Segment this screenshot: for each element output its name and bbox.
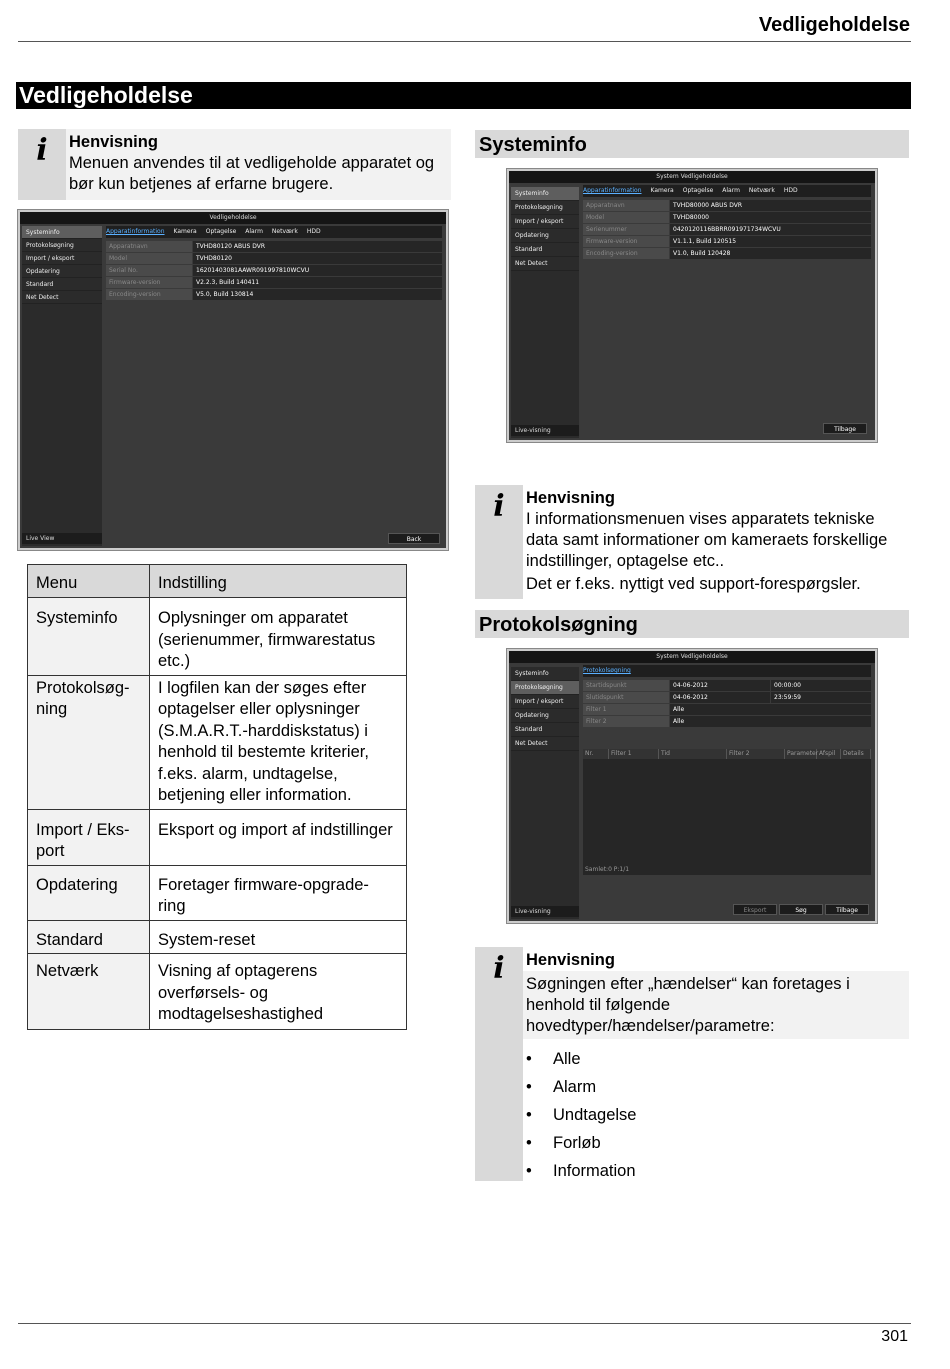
tab-network[interactable]: Netværk: [748, 187, 775, 194]
tab-bar: [583, 665, 871, 677]
sidebar-item-import[interactable]: Import / eksport: [511, 215, 579, 229]
info-row: [106, 253, 442, 264]
page-number: 301: [881, 1328, 908, 1345]
result-count: Samlet:0 P:1/1: [585, 866, 630, 873]
search-row: [583, 716, 871, 727]
column-header: Filter 2: [727, 749, 785, 759]
info-key: Firmware-version: [583, 236, 669, 247]
info-value: V1.1.1, Build 120515: [670, 236, 871, 247]
list-item: • Information: [526, 1157, 905, 1185]
menu-settings-table: [27, 564, 407, 1030]
header-rule: [18, 41, 911, 42]
dvr-screenshot-systeminfo-en: [18, 210, 448, 550]
list-item: • Undtagelse: [526, 1101, 905, 1129]
info-key: Encoding-version: [106, 289, 192, 300]
info-row: [106, 265, 442, 276]
end-date-field[interactable]: 04-06-2012: [670, 692, 770, 703]
sidebar-item-standard[interactable]: Standard: [511, 243, 579, 257]
tab-hdd[interactable]: HDD: [783, 187, 798, 194]
tab-recording[interactable]: Optagelse: [205, 228, 237, 235]
info-value: TVHD80120 ABUS DVR: [193, 241, 442, 252]
info-key: Apparatnavn: [583, 200, 669, 211]
info-row: [583, 212, 871, 223]
sidebar-item-standard[interactable]: Standard: [22, 278, 102, 291]
info-value: TVHD80120: [193, 253, 442, 264]
note-text: Menuen anvendes til at vedligeholde apparatet og bør kun betjenes af erfarne brugere.: [69, 154, 435, 193]
subheading-systeminfo: Systeminfo: [475, 130, 909, 158]
note-title: Henvisning: [526, 489, 615, 507]
info-key: Serial No.: [106, 265, 192, 276]
sidebar-item-netdetect[interactable]: Net Detect: [511, 737, 579, 751]
info-value: V1.0, Build 120428: [670, 248, 871, 259]
sidebar-item-import[interactable]: Import / eksport: [22, 252, 102, 265]
live-view-button[interactable]: Live View: [22, 533, 102, 544]
window-title: System Vedligeholdelse: [509, 651, 875, 663]
tab-camera[interactable]: Kamera: [173, 228, 197, 235]
info-value: V5.0, Build 130814: [193, 289, 442, 300]
note-text: Søgningen efter „hændelser“ kan foretages i henhold til følgende hovedtyper/hændelser/parametre:: [523, 971, 909, 1039]
info-row: [583, 200, 871, 211]
export-button[interactable]: Eksport: [733, 904, 777, 915]
column-header: Details: [841, 749, 871, 759]
note-box: [475, 947, 909, 1181]
tab-device-info[interactable]: Apparatinformation: [583, 187, 642, 194]
search-row: [583, 680, 871, 691]
table-row: [28, 598, 407, 676]
window-title: Vedligeholdelse: [20, 212, 446, 224]
column-header: Afspil: [817, 749, 841, 759]
tab-recording[interactable]: Optagelse: [682, 187, 714, 194]
subheading-protokol: Protokolsøgning: [475, 610, 909, 638]
list-item: • Alle: [526, 1045, 905, 1073]
log-list-header: [583, 749, 871, 759]
table-cell-setting: I logfilen kan der søges efter optagelser eller oplysninger (S.M.A.R.T.-harddiskstatus) i henhold til bestemte kriterier, f.eks. alarm, undtagelse, betjening eller information.: [150, 675, 407, 809]
main-panel: [583, 665, 871, 917]
table-row: [28, 675, 407, 809]
table-cell-menu: Netværk: [28, 954, 150, 1030]
tab-camera[interactable]: Kamera: [650, 187, 674, 194]
info-row: [583, 236, 871, 247]
tab-hdd[interactable]: HDD: [306, 228, 321, 235]
main-panel: [583, 185, 871, 436]
tab-network[interactable]: Netværk: [271, 228, 298, 235]
dvr-screenshot-protokol: [507, 649, 877, 923]
table-cell-menu: Import / Eks- port: [28, 809, 150, 865]
column-header: Filter 1: [609, 749, 659, 759]
note-title: Henvisning: [526, 951, 615, 969]
tab-device-info[interactable]: Apparatinformation: [106, 228, 165, 235]
table-cell-menu: Standard: [28, 920, 150, 954]
info-row: [583, 248, 871, 259]
field-label: Filter 2: [583, 716, 669, 727]
table-row: [28, 809, 407, 865]
search-row: [583, 704, 871, 715]
table-cell-menu: Protokolsøg- ning: [28, 675, 150, 809]
sidebar: [511, 187, 579, 438]
event-type-list: [526, 1045, 905, 1185]
table-cell-setting: Foretager firmware-opgrade- ring: [150, 865, 407, 920]
dvr-screenshot-systeminfo: [507, 169, 877, 442]
column-header: Tid: [659, 749, 727, 759]
note-box: [18, 129, 451, 200]
info-row: [583, 224, 871, 235]
table-cell-setting: System-reset: [150, 920, 407, 954]
table-cell-menu: Systeminfo: [28, 598, 150, 676]
sidebar: [511, 667, 579, 919]
field-label: Slutidspunkt: [583, 692, 669, 703]
back-button[interactable]: Tilbage: [823, 423, 867, 434]
sidebar-item-systeminfo[interactable]: Systeminfo: [511, 667, 579, 681]
filter2-select[interactable]: Alle: [670, 716, 871, 727]
info-icon: i: [18, 129, 66, 200]
info-icon: i: [475, 947, 523, 1181]
column-header: Parameter: [787, 750, 819, 757]
table-header-row: [28, 565, 407, 598]
table-cell-menu: Opdatering: [28, 865, 150, 920]
running-head: Vedligeholdelse: [758, 14, 910, 36]
info-key: Model: [583, 212, 669, 223]
info-key: Encoding-version: [583, 248, 669, 259]
column-header: Nr.: [583, 749, 609, 759]
footer-rule: [18, 1323, 911, 1324]
sidebar-item-update[interactable]: Opdatering: [22, 265, 102, 278]
tab-log-search[interactable]: Protokolsøgning: [583, 667, 631, 674]
live-view-button[interactable]: Live-visning: [511, 906, 579, 917]
info-row: [106, 289, 442, 300]
tab-bar: [106, 226, 442, 238]
field-label: Filter 1: [583, 704, 669, 715]
table-row: [28, 954, 407, 1030]
list-item: • Alarm: [526, 1073, 905, 1101]
start-date-field[interactable]: 04-06-2012: [670, 680, 770, 691]
sidebar: [22, 226, 102, 546]
table-header-menu: Menu: [28, 565, 150, 598]
sidebar-item-protokol[interactable]: Protokolsøgning: [22, 239, 102, 252]
table-cell-setting: Eksport og import af indstillinger: [150, 809, 407, 865]
main-panel: [106, 226, 442, 544]
info-row: [106, 277, 442, 288]
back-button[interactable]: Back: [388, 533, 440, 544]
table-row: [28, 865, 407, 920]
list-item: • Forløb: [526, 1129, 905, 1157]
search-row: [583, 692, 871, 703]
info-key: Apparatnavn: [106, 241, 192, 252]
info-key: Serienummer: [583, 224, 669, 235]
table-header-setting: Indstilling: [150, 565, 407, 598]
info-value: TVHD80000: [670, 212, 871, 223]
tab-bar: [583, 185, 871, 197]
info-value: 16201403081AAWR091997810WCVU: [193, 265, 442, 276]
note-box: [475, 485, 909, 599]
note-text: I informationsmenuen vises apparatets tekniske data samt informationer om kameraets forskellige indstillinger, optagelse etc..: [526, 510, 888, 570]
info-value: TVHD80000 ABUS DVR: [670, 200, 871, 211]
live-view-button[interactable]: Live-visning: [511, 425, 579, 436]
note-title: Henvisning: [69, 133, 158, 151]
log-results-list: [583, 749, 871, 875]
sidebar-item-update[interactable]: Opdatering: [511, 709, 579, 723]
end-time-field[interactable]: 23:59:59: [771, 692, 871, 703]
filter1-select[interactable]: Alle: [670, 704, 871, 715]
field-label: Startidspunkt: [583, 680, 669, 691]
info-key: Model: [106, 253, 192, 264]
sidebar-item-protokol[interactable]: Protokolsøgning: [511, 681, 579, 695]
info-value: V2.2.3, Build 140411: [193, 277, 442, 288]
sidebar-item-netdetect[interactable]: Net Detect: [22, 291, 102, 304]
table-cell-setting: Visning af optagerens overførsels- og modtagelseshastighed: [150, 954, 407, 1030]
note-text-2: Det er f.eks. nyttigt ved support-forespørgsler.: [526, 575, 861, 593]
sidebar-item-standard[interactable]: Standard: [511, 723, 579, 737]
sidebar-item-import[interactable]: Import / eksport: [511, 695, 579, 709]
sidebar-item-protokol[interactable]: Protokolsøgning: [511, 201, 579, 215]
info-icon: i: [475, 485, 523, 599]
tab-alarm[interactable]: Alarm: [245, 228, 263, 235]
sidebar-item-netdetect[interactable]: Net Detect: [511, 257, 579, 271]
info-value: 0420120116BBRR091971734WCVU: [670, 224, 871, 235]
sidebar-item-update[interactable]: Opdatering: [511, 229, 579, 243]
back-button[interactable]: Tilbage: [825, 904, 869, 915]
search-button[interactable]: Søg: [779, 904, 823, 915]
section-title: Vedligeholdelse: [16, 82, 911, 109]
table-cell-setting: Oplysninger om apparatet (serienummer, firmwarestatus etc.): [150, 598, 407, 676]
table-row: [28, 920, 407, 954]
info-key: Firmware-version: [106, 277, 192, 288]
window-title: System Vedligeholdelse: [509, 171, 875, 183]
sidebar-item-systeminfo[interactable]: Systeminfo: [511, 187, 579, 201]
start-time-field[interactable]: 00:00:00: [771, 680, 871, 691]
tab-alarm[interactable]: Alarm: [722, 187, 740, 194]
info-row: [106, 241, 442, 252]
sidebar-item-systeminfo[interactable]: Systeminfo: [22, 226, 102, 239]
